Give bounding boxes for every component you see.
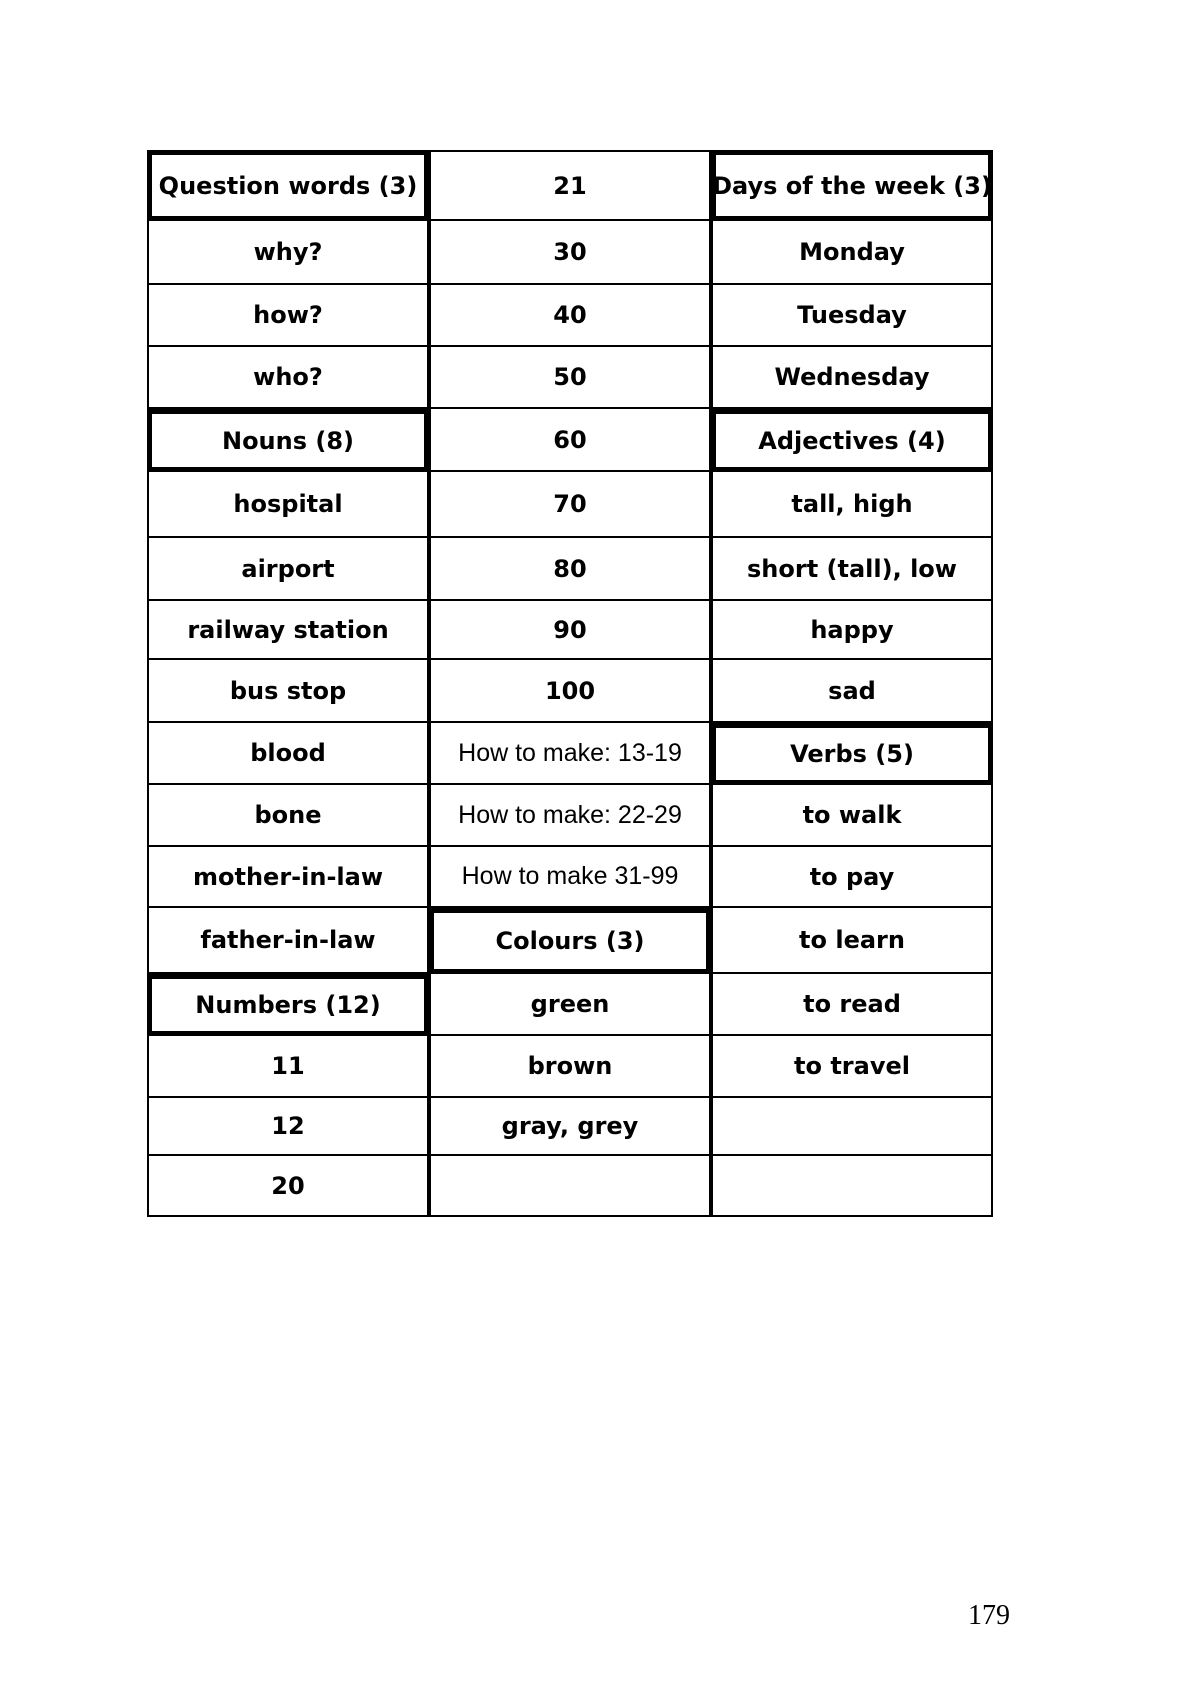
category-header-cell: Colours (3) xyxy=(429,908,711,974)
table-cell: 100 xyxy=(429,660,711,723)
table-cell: to pay xyxy=(711,847,993,908)
table-cell: who? xyxy=(147,347,429,409)
table-cell: hospital xyxy=(147,472,429,538)
table-cell: happy xyxy=(711,601,993,660)
table-cell: mother-in-law xyxy=(147,847,429,908)
table-cell xyxy=(429,1156,711,1217)
table-cell xyxy=(711,1098,993,1156)
column-middle xyxy=(429,150,711,1217)
table-cell xyxy=(711,1156,993,1217)
table-cell: 11 xyxy=(147,1036,429,1098)
category-header-cell: Numbers (12) xyxy=(147,974,429,1036)
table-cell: 21 xyxy=(429,150,711,221)
table-cell: father-in-law xyxy=(147,908,429,974)
table-cell: 12 xyxy=(147,1098,429,1156)
table-cell: 30 xyxy=(429,221,711,285)
table-cell: airport xyxy=(147,538,429,601)
table-cell: sad xyxy=(711,660,993,723)
table-cell: bone xyxy=(147,785,429,847)
column-right xyxy=(711,150,993,1217)
table-cell: Tuesday xyxy=(711,285,993,347)
category-header-cell: Nouns (8) xyxy=(147,409,429,472)
table-cell: to walk xyxy=(711,785,993,847)
table-cell: short (tall), low xyxy=(711,538,993,601)
table-cell: green xyxy=(429,974,711,1036)
table-cell: why? xyxy=(147,221,429,285)
category-header-cell: Verbs (5) xyxy=(711,723,993,785)
table-cell: 20 xyxy=(147,1156,429,1217)
page-number: 179 xyxy=(968,1600,1010,1631)
table-cell: railway station xyxy=(147,601,429,660)
table-cell: How to make: 22-29 xyxy=(429,785,711,847)
table-cell: Monday xyxy=(711,221,993,285)
table-cell: Wednesday xyxy=(711,347,993,409)
table-cell: how? xyxy=(147,285,429,347)
table-cell: to travel xyxy=(711,1036,993,1098)
table-cell: tall, high xyxy=(711,472,993,538)
table-cell: How to make: 13-19 xyxy=(429,723,711,785)
column-left xyxy=(147,150,429,1217)
table-cell: 40 xyxy=(429,285,711,347)
table-cell: blood xyxy=(147,723,429,785)
table-cell: How to make 31-99 xyxy=(429,847,711,908)
table-cell: to read xyxy=(711,974,993,1036)
table-cell: 50 xyxy=(429,347,711,409)
table-cell: 90 xyxy=(429,601,711,660)
table-cell: brown xyxy=(429,1036,711,1098)
category-header-cell: Days of the week (3) xyxy=(711,150,993,221)
table-cell: 70 xyxy=(429,472,711,538)
table-cell: 80 xyxy=(429,538,711,601)
category-header-cell: Question words (3) xyxy=(147,150,429,221)
table-cell: 60 xyxy=(429,409,711,472)
table-cell: to learn xyxy=(711,908,993,974)
category-header-cell: Adjectives (4) xyxy=(711,409,993,472)
table-cell: gray, grey xyxy=(429,1098,711,1156)
table-cell: bus stop xyxy=(147,660,429,723)
